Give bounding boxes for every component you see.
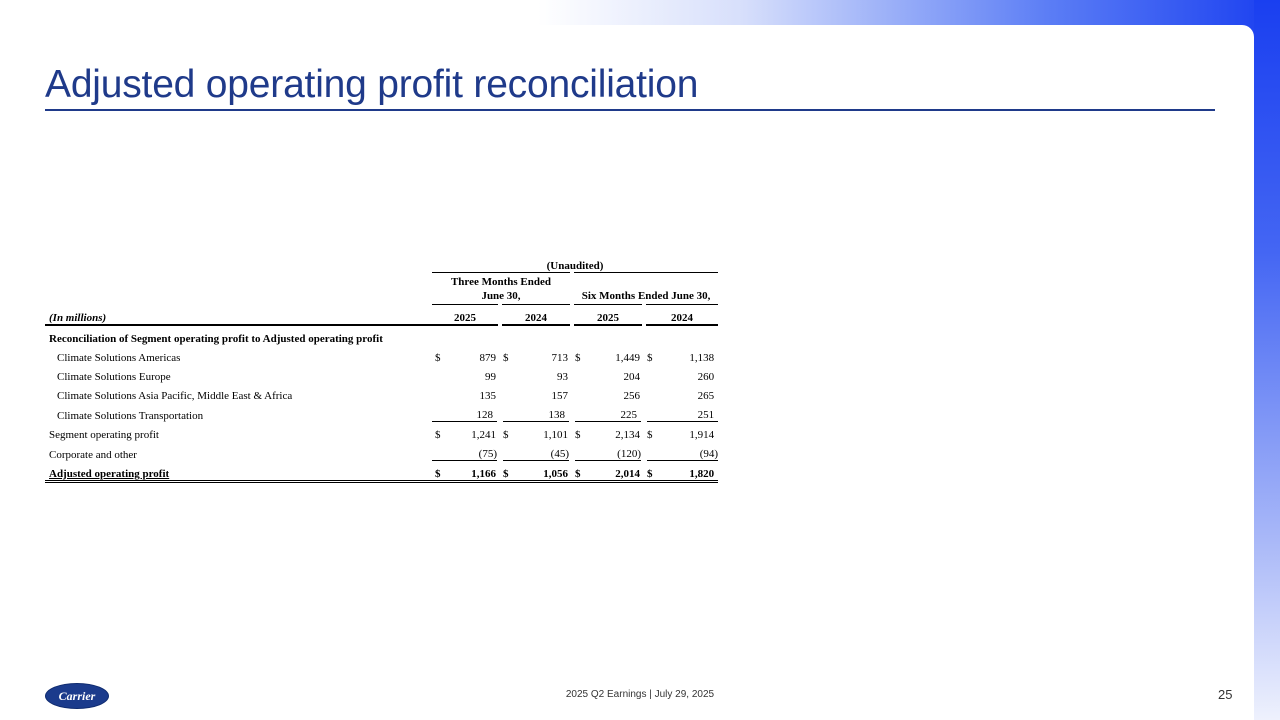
table-row [45, 383, 718, 402]
cell-value: 1,101 [543, 429, 568, 441]
title-underline [45, 109, 1215, 111]
cell-value: 256 [623, 390, 640, 402]
unaudited-header: (Unaudited) [432, 253, 718, 273]
row-label: Climate Solutions Transportation [57, 409, 204, 422]
units-label: (In millions) [45, 305, 432, 326]
cell-value: 879 [479, 352, 496, 364]
year-header-row [45, 305, 718, 326]
reconciliation-table [45, 253, 718, 483]
currency-sign: $ [435, 429, 441, 441]
currency-sign: $ [647, 429, 653, 441]
row-label: Segment operating profit [49, 429, 159, 441]
page-number: 25 [1218, 687, 1233, 702]
section-header-row [45, 325, 718, 345]
total-row [45, 461, 718, 482]
cell-value: 260 [697, 371, 715, 383]
cell-value: 1,166 [446, 461, 500, 482]
decorative-side-gradient [1254, 0, 1280, 720]
cell-value: 1,056 [517, 461, 572, 482]
table-row [45, 441, 718, 461]
currency-sign: $ [575, 352, 581, 364]
year-col-4: 2024 [644, 305, 718, 326]
cell-value: 157 [551, 390, 568, 402]
cell-value: 1,820 [661, 461, 718, 482]
period-six-months: Six Months Ended June 30, [572, 273, 718, 305]
cell-value: 138 [517, 402, 572, 422]
cell-value: 265 [697, 390, 715, 402]
cell-value: 128 [446, 402, 500, 422]
cell-value: 1,914 [689, 429, 715, 441]
section-header: Reconciliation of Segment operating profit to Adjusted operating profit [49, 333, 383, 345]
currency-sign: $ [435, 352, 441, 364]
logo-wordmark: Carrier [58, 688, 96, 703]
cell-value: 1,449 [615, 352, 640, 364]
table-row [45, 364, 718, 383]
cell-value: 713 [551, 352, 568, 364]
cell-value: (120) [589, 441, 644, 461]
year-col-3: 2025 [572, 305, 644, 326]
table-row [45, 402, 718, 422]
cell-value: 251 [661, 402, 718, 422]
currency-sign: $ [503, 352, 509, 364]
currency-sign: $ [647, 352, 653, 364]
year-col-1: 2025 [432, 305, 500, 326]
table-row [45, 422, 718, 442]
row-label: Climate Solutions Europe [57, 371, 171, 383]
row-label: Climate Solutions Asia Pacific, Middle East & Africa [57, 390, 293, 402]
cell-value: 135 [479, 390, 496, 402]
currency-sign: $ [572, 461, 589, 482]
cell-value: 225 [589, 402, 644, 422]
cell-value: (45) [517, 441, 572, 461]
period-header-row [45, 273, 718, 305]
cell-value: (75) [446, 441, 500, 461]
currency-sign: $ [432, 461, 446, 482]
row-label: Adjusted operating profit [45, 461, 432, 482]
footer-text: 2025 Q2 Earnings | July 29, 2025 [565, 689, 715, 700]
year-col-2: 2024 [500, 305, 572, 326]
unaudited-row [45, 253, 718, 273]
period-three-months: Three Months Ended June 30, [432, 273, 572, 305]
cell-value: 204 [623, 371, 640, 383]
cell-value: 1,241 [471, 429, 496, 441]
row-label: Climate Solutions Americas [57, 352, 181, 364]
row-label: Corporate and other [49, 448, 137, 461]
currency-sign: $ [503, 429, 509, 441]
cell-value: (94) [661, 441, 718, 461]
cell-value: 2,134 [615, 429, 640, 441]
slide-title: Adjusted operating profit reconciliation [45, 63, 699, 106]
table-row [45, 345, 718, 364]
currency-sign: $ [575, 429, 581, 441]
cell-value: 93 [557, 371, 568, 383]
cell-value: 1,138 [689, 352, 715, 364]
cell-value: 99 [485, 371, 496, 383]
currency-sign: $ [500, 461, 517, 482]
cell-value: 2,014 [589, 461, 644, 482]
currency-sign: $ [644, 461, 661, 482]
